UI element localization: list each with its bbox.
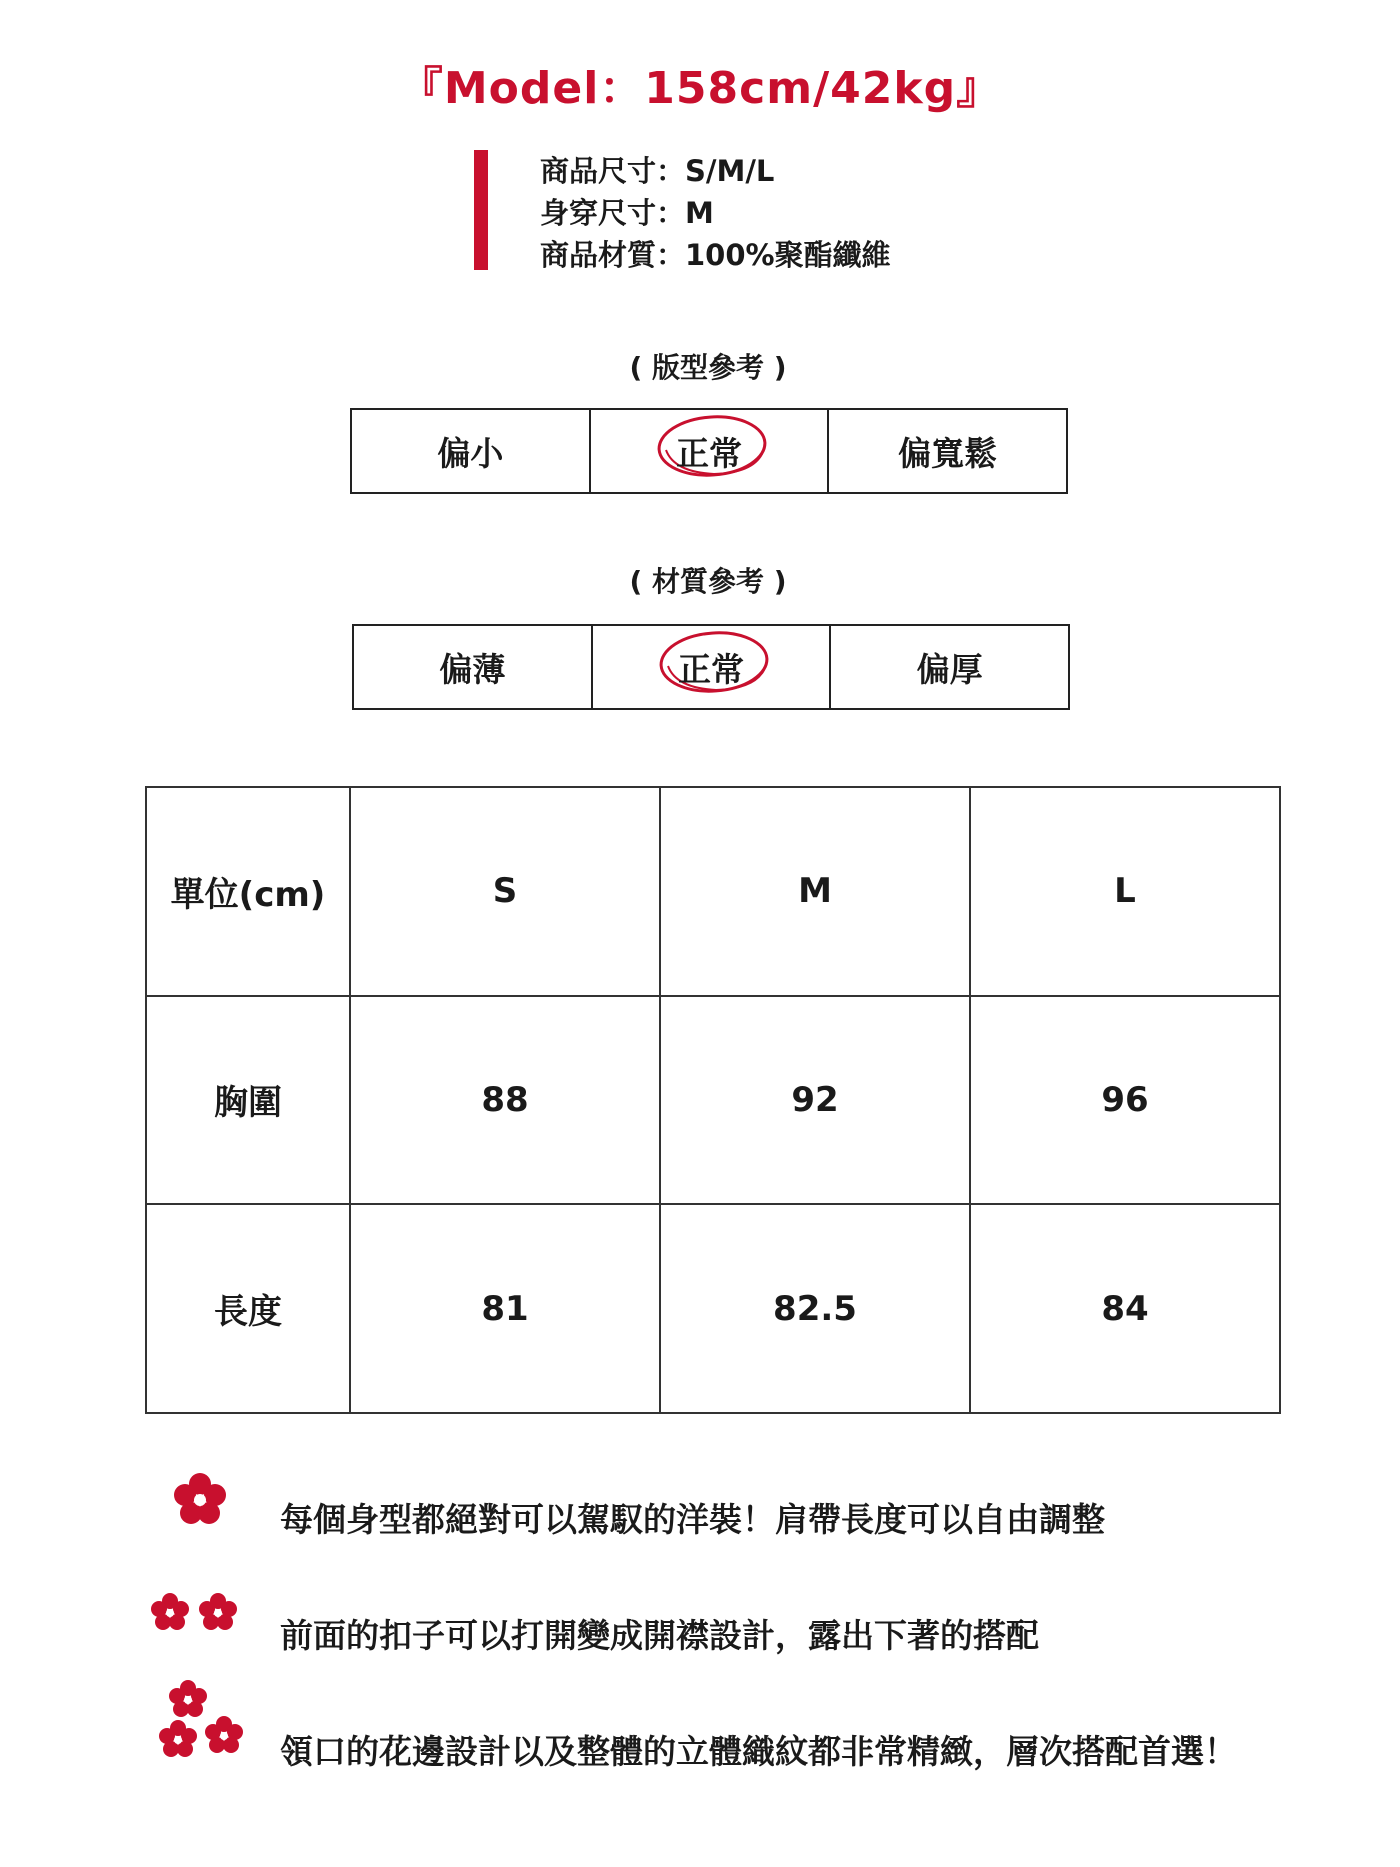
info-worn-size: 身穿尺寸：M bbox=[540, 196, 714, 230]
table-cell: 81 bbox=[350, 1204, 660, 1413]
fit-option-normal bbox=[591, 410, 830, 492]
fit-option-loose bbox=[829, 410, 1066, 492]
size-table bbox=[145, 786, 1281, 1414]
material-option-label: 偏薄 bbox=[439, 649, 506, 689]
header-unit: 單位(cm) bbox=[146, 787, 350, 996]
table-cell: 88 bbox=[350, 996, 660, 1205]
selected-mark bbox=[664, 640, 758, 695]
info-size-range: 商品尺寸：S/M/L bbox=[540, 154, 775, 188]
material-section-title: ( 材質參考 ) bbox=[629, 565, 787, 598]
info-accent-bar bbox=[474, 150, 488, 270]
row-label-chest: 胸圍 bbox=[146, 996, 350, 1205]
info-material: 商品材質：100%聚酯纖維 bbox=[540, 238, 891, 272]
fit-option-label: 正常 bbox=[676, 433, 742, 473]
table-cell: 82.5 bbox=[660, 1204, 970, 1413]
header-size-s: S bbox=[350, 787, 660, 996]
table-cell: 96 bbox=[970, 996, 1280, 1205]
fit-scale bbox=[350, 408, 1068, 494]
header-size-m: M bbox=[660, 787, 970, 996]
table-cell: 84 bbox=[970, 1204, 1280, 1413]
fit-option-label: 偏寬鬆 bbox=[898, 433, 998, 473]
table-row bbox=[146, 1204, 1280, 1413]
material-option-normal bbox=[593, 626, 832, 708]
material-option-thin bbox=[354, 626, 593, 708]
product-info bbox=[540, 150, 891, 276]
fit-option-label: 偏小 bbox=[437, 433, 504, 473]
material-option-label: 正常 bbox=[678, 649, 744, 689]
table-header-row bbox=[146, 787, 1280, 996]
two-red-flowers-icon bbox=[150, 1592, 244, 1638]
fit-option-small bbox=[352, 410, 591, 492]
model-title: 『Model：158cm/42kg』 bbox=[398, 63, 1002, 114]
fit-section-title: ( 版型參考 ) bbox=[629, 351, 787, 384]
feature-text-2: 前面的扣子可以打開變成開襟設計，露出下著的搭配 bbox=[280, 1616, 1039, 1655]
material-option-label: 偏厚 bbox=[916, 649, 983, 689]
table-cell: 92 bbox=[660, 996, 970, 1205]
header-size-l: L bbox=[970, 787, 1280, 996]
material-scale bbox=[352, 624, 1070, 710]
row-label-length: 長度 bbox=[146, 1204, 350, 1413]
three-red-flowers-icon bbox=[158, 1680, 246, 1760]
selected-mark bbox=[662, 424, 756, 479]
table-row bbox=[146, 996, 1280, 1205]
feature-text-3: 領口的花邊設計以及整體的立體織紋都非常精緻，層次搭配首選！ bbox=[280, 1732, 1237, 1771]
feature-text-1: 每個身型都絕對可以駕馭的洋裝！肩帶長度可以自由調整 bbox=[280, 1500, 1105, 1539]
red-flower-icon bbox=[170, 1470, 230, 1530]
material-option-thick bbox=[831, 626, 1068, 708]
